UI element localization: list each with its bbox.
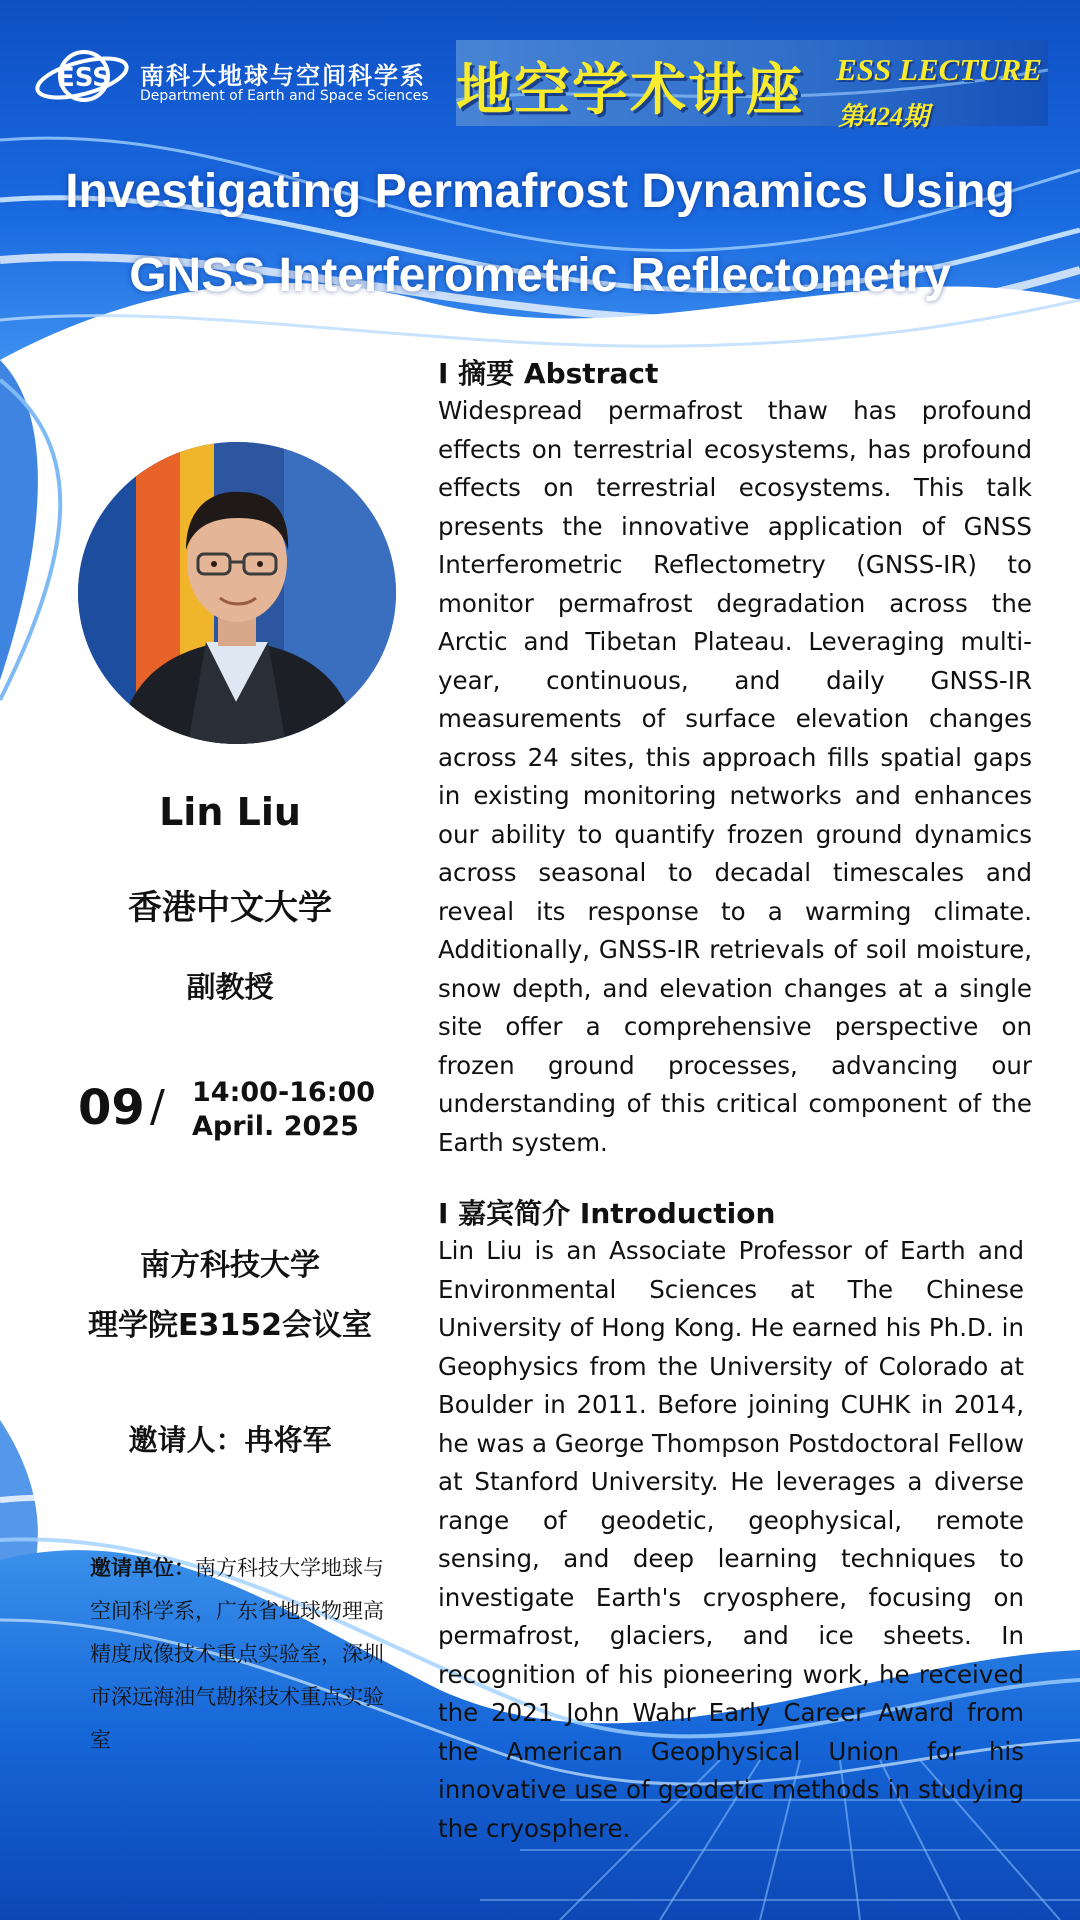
inviter: 邀请人：冉将军 xyxy=(128,1423,332,1457)
speaker-name: Lin Liu xyxy=(159,790,301,834)
abstract-body: Widespread permafrost thaw has profound effects on terrestrial ecosystems, has profound effects on terrestrial ecosystems. This talk presents the innovative application of GNSS Interferometric Reflectometry (GNSS-IR) to monitor permafrost degradation across the Arctic and Tibetan Plateau. Leveraging multi-year, continuous, and daily GNSS-IR measurements of surface elevation changes across 24 sites, this approach fills spatial gaps in existing monitoring networks and enhances our ability to quantify frozen ground dynamics across seasonal to decadal timescales and reveal its response to a warming climate. Additionally, GNSS-IR retrievals of soil moisture, snow depth, and elevation changes at a single site offer a comprehensive perspective on frozen ground processes, advancing our understanding of this critical component of the Earth system. xyxy=(438,396,1032,1157)
introduction-heading: I 嘉宾简介 Introduction xyxy=(438,1197,776,1230)
organizer-text: 南方科技大学地球与空间科学系，广东省地球物理高精度成像技术重点实验室，深圳市深远海油气勘探技术重点实验室 xyxy=(90,1556,384,1752)
organizer-label: 邀请单位： xyxy=(90,1556,195,1580)
speaker-rank: 副教授 xyxy=(186,970,274,1004)
date-day: 09 xyxy=(78,1080,145,1136)
dept-logo xyxy=(32,46,432,118)
dept-name-cn: 南科大地球与空间科学系 xyxy=(140,62,426,90)
introduction-section xyxy=(438,1192,1024,1848)
speaker-affiliation: 香港中文大学 xyxy=(128,888,332,928)
date-month-year: April. 2025 xyxy=(192,1111,359,1142)
talk-title xyxy=(0,150,1080,318)
logo-mark-text: ESS xyxy=(56,63,112,93)
lecture-series-cn: 地空学术讲座 xyxy=(456,57,804,123)
abstract-heading: I 摘要 Abstract xyxy=(438,357,659,390)
lecture-banner xyxy=(456,40,1048,131)
lecture-issue: 第424期 xyxy=(838,102,930,131)
date-time: 14:00-16:00 xyxy=(192,1077,376,1108)
venue-line-1: 南方科技大学 xyxy=(140,1248,320,1283)
date-separator: / xyxy=(150,1081,165,1132)
talk-title-line-1: Investigating Permafrost Dynamics Using xyxy=(65,165,1015,218)
lecture-series-en: ESS LECTURE xyxy=(836,52,1042,87)
talk-title-line-2: GNSS Interferometric Reflectometry xyxy=(129,249,951,302)
venue-line-2: 理学院E3152会议室 xyxy=(88,1308,372,1343)
introduction-body: Lin Liu is an Associate Professor of Earth and Environmental Sciences at The Chinese University of Hong Kong. He earned his Ph.D. in Geophysics from the University of Colorado at Boulder in 2011. Before joining CUHK in 2014, he was a George Thompson Postdoctoral Fellow at Stanford University. He leverages a diverse range of geodetic, geophysical, remote sensing, and deep learning techniques to investigate Earth's cryosphere, focusing on permafrost, glaciers, and ice sheets. In recognition of his pioneering work, he received the 2021 John Wahr Early Career Award from the American Geophysical Union for his innovative use of geodetic methods in studying the cryosphere. xyxy=(438,1236,1024,1843)
speaker-portrait xyxy=(78,442,396,744)
ess-logo-icon xyxy=(32,46,132,110)
organizer xyxy=(90,1547,384,1762)
talk-date xyxy=(78,1075,408,1145)
abstract-section xyxy=(438,352,1032,1162)
dept-name-en: Department of Earth and Space Sciences xyxy=(140,88,429,104)
speaker-photo-image xyxy=(78,442,396,744)
